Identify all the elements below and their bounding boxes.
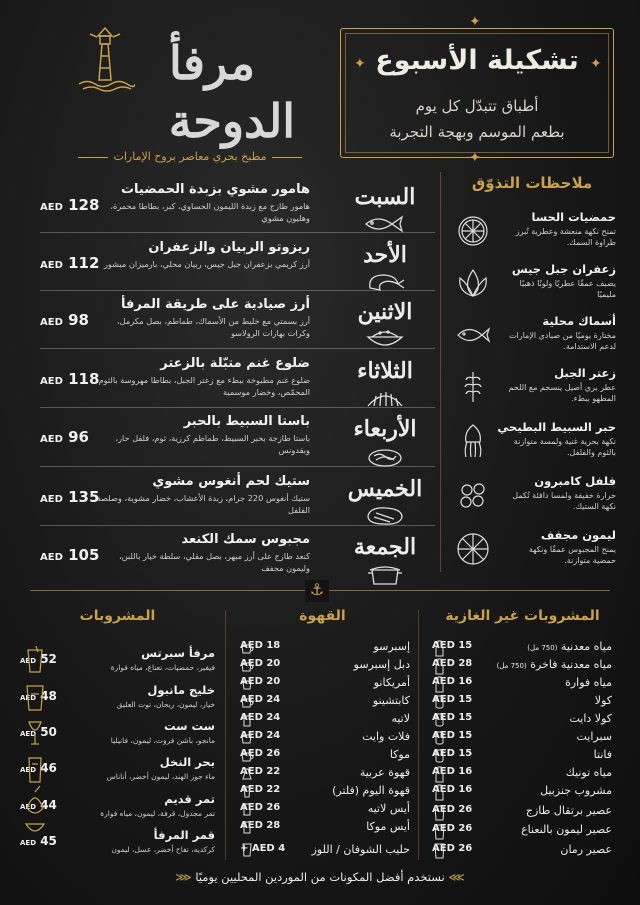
beverages-title: المشروبات [79,608,156,624]
beverage-item [20,792,215,828]
beverage-price: AED 45 [20,834,57,848]
thyme-icon [454,368,492,406]
soft-drink-name: مياه تونيك [565,766,612,779]
lighthouse-icon [75,22,135,92]
coffee-name: فلات وايت [362,730,410,743]
note-title: زعتر الجبل [554,366,616,380]
note-title: حمضيات الحسا [531,210,616,224]
soft-drink-price: AED 15 [432,694,473,705]
dish-price: AED 96 [40,428,89,446]
brand-logo [55,20,315,170]
soft-drink-item [432,804,612,822]
dried-lemon-icon [454,530,492,568]
pot-icon [360,562,410,586]
soft-drink-price: AED 15 [432,730,473,741]
dish-title: ريزوتو الربيان والزعفران [148,240,310,255]
brand-name-line1: مرفأ [168,36,255,90]
coffee-cup-icons [240,640,256,860]
coffee-name: إسبرسو [373,640,410,653]
dish-title: ضلوع غنم متبّلة بالزعتر [160,356,310,371]
beverage-description: ماء جوز الهند، ليمون أخضر، أناناس [106,772,215,781]
coffee-price: AED 22 [240,766,281,777]
soft-drink-item [432,784,612,802]
soft-drink-item [432,823,612,841]
beverage-description: تمر مجدول، قرفة، ليمون، مياه فوارة [100,809,215,818]
dish-description: هامور طازج مع زبدة الليمون الحساوي، كبر، بطاطا محمرة، وهليون مشوي [110,201,310,223]
coffee-price: AED 22 [240,784,281,795]
dish-title: هامور مشوي بزبدة الحمضيات [120,182,310,197]
note-title: ليمون مجفف [540,528,616,542]
fish-outline-icon [454,316,492,354]
dish-description: أرز بسمتي مع خليط من الأسماك، طماطم، بصل مكرمل، وكرات بهارات الرولاسو [117,316,310,338]
week-selection-box [340,28,614,158]
soft-drink-item [432,694,612,712]
column-divider [440,172,441,572]
highball-icon [29,758,41,782]
dish-title: ستيك لحم أنغوس مشوي [152,474,310,489]
coffee-price: AED 20 [240,658,281,669]
star-icon: ✦ [590,56,602,72]
week-subtitle-line2: بطعم الموسم وبهجة التجربة [389,123,565,141]
coffee-name: دبل إسبرسو [353,658,410,671]
citrus-icon [454,212,492,250]
coffee-item [240,784,410,802]
week-title: تشكيلة الأسبوع [375,45,579,76]
coffee-item [240,820,410,838]
day-row-monday [40,297,435,353]
soft-drink-item [432,730,612,748]
soft-drink-name: مشروب جنزبيل [540,784,612,797]
coffee-name: حليب الشوفان / اللوز [311,843,410,856]
coffee-price: AED 26 [240,802,281,813]
beverage-price: AED 48 [20,689,57,703]
pasta-icon [360,444,410,468]
dish-description: باستا طازجة بحبر السبيط، طماطم كرزية، ثوم، فلفل حار، وبقدونس [115,433,310,455]
week-subtitle-line1: أطباق تتبدّل كل يوم [415,97,539,115]
coffee-item [240,712,410,730]
row-divider [40,290,435,291]
dish-title: باستا السبيط بالحبر [183,414,310,429]
note-description: حرارة خفيفة ولمسا دافئة تُكمل نكهة الستيك. [512,491,616,511]
beverage-price: AED 44 [20,798,57,812]
coffee-name: أيس لاتيه [367,802,410,815]
coffee-item [240,676,410,694]
day-name: الأحد [363,242,407,268]
note-description: تمنح نكهة منعشة وعطرية تُبرز طراوة السمك. [515,227,616,247]
coffee-price: + AED 4 [240,843,286,854]
soft-drink-price: AED 15 [432,640,473,651]
soft-drink-item [432,658,612,676]
note-item [448,366,616,424]
note-title: حبر السبيط البطيحي [497,420,616,434]
dish-description: ضلوع غنم مطبوخة ببطء مع زعتر الجبل، بطاطا مهروسة بالثوم المحمّص، وخضار موسمية [98,375,310,397]
soft-drink-name: مياه معدنية (750 مل) [527,640,612,653]
coffee-title: القهوة [299,608,346,624]
soft-drink-name: فانتا [593,748,612,761]
bottle-icons [432,640,448,860]
coffee-item [240,658,410,676]
wine-glass-icon [29,722,41,730]
dish-price: AED 135 [40,488,100,506]
bowl-icon [26,824,44,831]
note-description: عطر بري أصيل ينسجم مع اللحم المطهو ببطء. [508,383,616,403]
soft-drink-name: عصير برتقال طازج [525,804,612,817]
coffee-name: قهوة عربية [359,766,410,779]
soft-drink-item [432,676,612,694]
beverage-price: AED 52 [20,652,57,666]
soft-drink-price: AED 26 [432,843,473,854]
beverage-name: ست ست [164,719,215,733]
coffee-price: AED 24 [240,694,281,705]
soft-drink-price: AED 15 [432,748,473,759]
beverage-name: مرفأ سبرتس [141,646,215,660]
note-description: نكهة بحرية غنية ولمسة متوازنة بالثوم والفلفل. [513,437,616,457]
soft-drink-price: AED 28 [432,658,473,669]
brand-name-line2: الدوحة [168,94,295,148]
soft-drink-item [432,766,612,784]
dish-price: AED 128 [40,196,100,214]
beverage-price: AED 46 [20,761,57,775]
beverage-name: تمر قديم [164,792,215,806]
beverage-item [20,683,215,719]
squid-icon [454,422,492,460]
star-icon: ✦ [354,56,366,72]
dish-description: كنعد طازج على أرز مبهر، بصل مقلي، سلطة خيار باللبن، وليمون مجفف [119,551,310,573]
soft-drink-item [432,748,612,766]
beverage-description: خيار، ليمون، ريحان، توت العليق [116,700,215,709]
coffee-name: كابتشينو [372,694,410,707]
row-divider [40,232,435,233]
beverage-name: خليج مانبول [147,683,215,697]
coffee-name: قهوة اليوم (فلتر) [332,784,410,797]
soft-drink-price: AED 16 [432,766,473,777]
soft-drink-name: سبرايت [576,730,612,743]
dish-title: مجبوس سمك الكنعد [181,532,310,547]
saffron-icon [454,264,492,302]
coffee-item [240,802,410,820]
soft-drink-item [432,640,612,658]
coffee-item [240,730,410,748]
star-icon: ✦ [469,150,481,166]
note-item [448,262,616,320]
row-divider [40,466,435,467]
row-divider [40,407,435,408]
soft-drink-price: AED 26 [432,823,473,834]
coffee-item [240,766,410,784]
beverage-description: كركديه، تفاح أخضر، عسل، ليمون [111,845,215,854]
coffee-item [240,843,410,861]
day-row-saturday [40,182,435,238]
dish-price: AED 112 [40,254,100,272]
coffee-name: لاتيه [391,712,410,725]
dish-price: AED 98 [40,311,89,329]
fish-left-icon: ⋙ [448,870,465,884]
anchor-icon: ⚓ [305,580,329,602]
beverage-price: AED 50 [20,725,57,739]
beverage-name: قمر المرفأ [153,828,215,842]
beverage-description: مانجو، باشن فروت، ليمون، فانيليا [110,736,215,745]
coffee-price: AED 18 [240,640,281,651]
note-title: فلفل كامبرون [534,474,616,488]
dish-price: AED 105 [40,546,100,564]
soft-drink-name: كولا دايت [569,712,612,725]
soft-drink-price: AED 15 [432,712,473,723]
footer-text: نستخدم أفضل المكونات من الموردين المحليين يوميًا [195,870,445,884]
soft-drink-price: AED 16 [432,784,473,795]
soft-drink-price: AED 26 [432,804,473,815]
day-row-tuesday [40,356,435,412]
beverage-description: فيفير، حمضيات، نعناع، مياه فوارة [110,663,215,672]
soft-drinks-title: المشروبات غير الغازية [445,608,600,624]
tagline: مطبخ بحري معاصر بروح الإمارات [55,150,325,163]
soft-drink-item [432,843,612,861]
cocktail-icons [22,646,48,836]
day-name: الخميس [347,476,423,502]
coffee-item [240,694,410,712]
note-item [448,210,616,268]
soft-drink-name: عصير ليمون بالنعناع [521,823,612,836]
note-description: يضيف عمقًا عطريًا ولونًا ذهبيًا مليميًا [519,279,616,299]
coffee-price: AED 24 [240,730,281,741]
note-title: أسماك محلية [542,314,616,328]
note-description: مختارة يوميًا من صيادي الإمارات لدعم الاستدامة. [509,331,616,351]
beverage-name: بحر النخل [159,755,215,769]
beverage-item [20,646,215,682]
column-divider [225,610,226,860]
note-description: يمنح المجبوس عمقًا ونكهة حمضية متوازنة. [528,545,616,565]
note-title: زعفران جبل جيس [511,262,616,276]
note-item [448,528,616,586]
column-divider [418,610,419,860]
note-item [448,420,616,478]
row-divider [40,525,435,526]
coffee-name: موكا [389,748,410,761]
dish-description: أرز كريمي بزعفران جبل جيس، ربيان محلي، بارميزان مبشور [103,259,310,269]
coffee-price: AED 28 [240,820,281,831]
coffee-price: AED 24 [240,712,281,723]
tumbler-icon [27,686,43,710]
soft-drink-item [432,712,612,730]
coffee-name: أمريكانو [373,676,410,689]
day-name: الأربعاء [353,416,417,442]
dish-title: أرز صيادية على طريقة المرفأ [120,297,310,312]
soft-drink-name: مياه فوارة [565,676,612,689]
note-item [448,314,616,372]
footer-note [0,870,640,884]
soft-drink-name: مياه معدنية فاخرة (750 مل) [496,658,612,671]
beverage-item [20,719,215,755]
tasting-notes-title: ملاحظات التذوّق [471,174,593,192]
fish-right-icon: ⋘ [175,870,192,884]
coffee-name: أيس موكا [366,820,410,833]
soft-drink-price: AED 16 [432,676,473,687]
day-row-thursday [40,474,435,530]
peppercorn-icon [454,476,492,514]
star-icon: ✦ [469,14,481,30]
day-row-friday [40,532,435,588]
day-name: الاثنين [357,299,413,325]
note-item [448,474,616,532]
dish-description: ستيك أنغوس 220 جرام، زبدة الأعشاب، خضار مشوية، وصلصة الفلفل [96,493,310,515]
cocktail-glass-icon [28,650,42,672]
coffee-item [240,748,410,766]
dish-price: AED 118 [40,370,100,388]
coffee-price: AED 20 [240,676,281,687]
day-row-wednesday [40,414,435,470]
day-row-sunday [40,240,435,296]
soft-drink-name: عصير رمان [560,843,612,856]
coffee-price: AED 26 [240,748,281,759]
day-name: الثلاثاء [357,358,413,384]
row-divider [40,348,435,349]
day-name: الجمعة [353,534,417,560]
soft-drink-name: كولا [594,694,612,707]
beverage-item [20,828,215,864]
beverage-item [20,755,215,791]
day-name: السبت [354,184,416,210]
coffee-item [240,640,410,658]
coconut-icon [27,798,43,813]
